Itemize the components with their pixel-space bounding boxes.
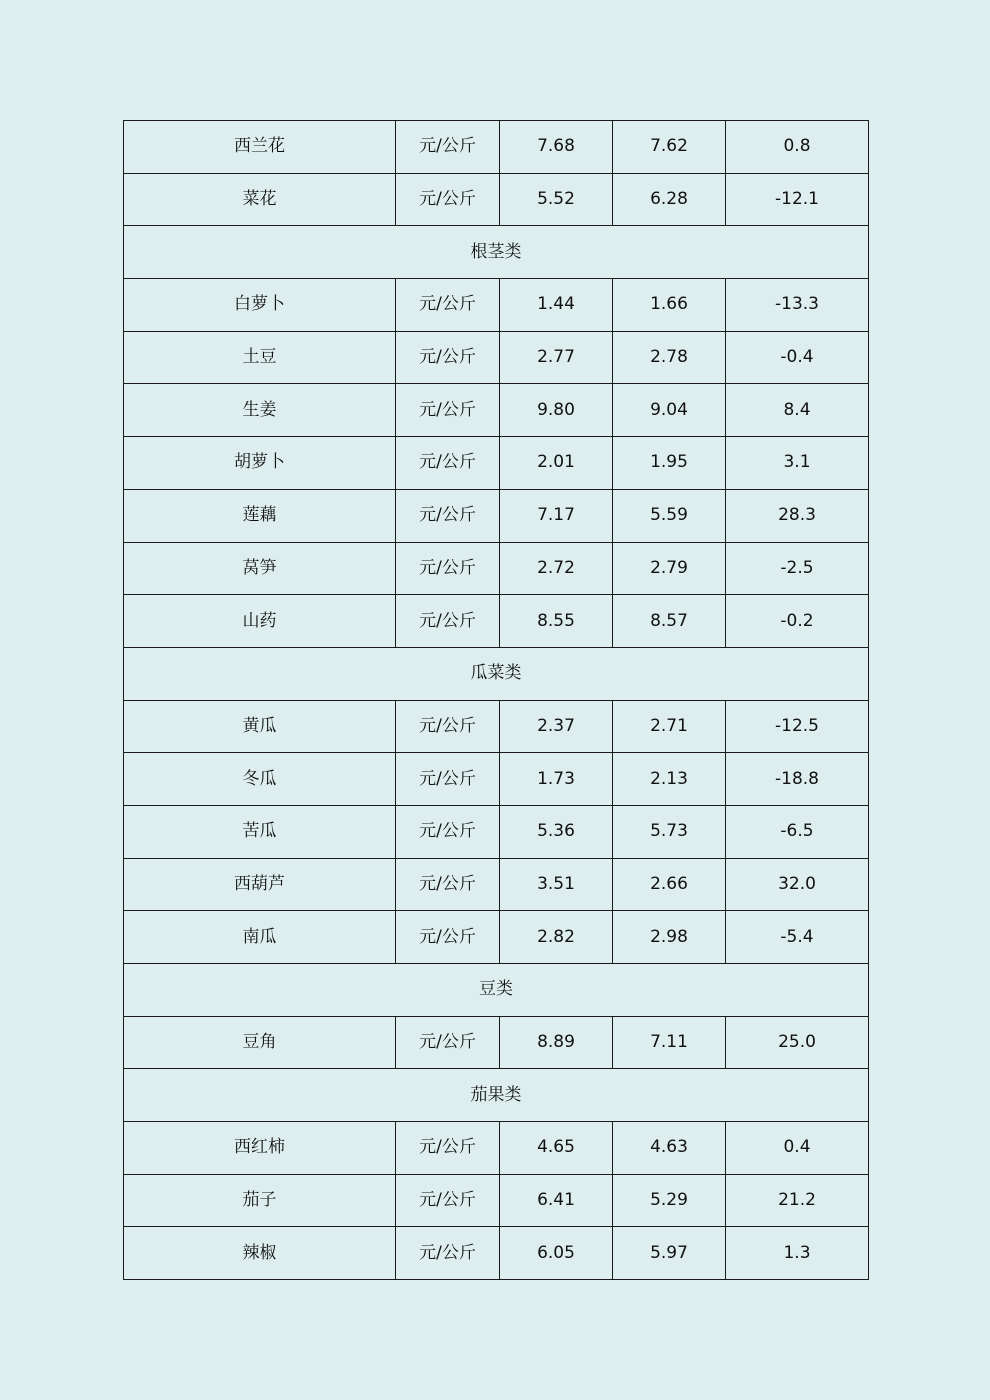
table-row xyxy=(124,437,869,490)
previous-price-cell: 2.66 xyxy=(613,858,726,911)
table-row xyxy=(124,1122,869,1175)
table-row xyxy=(124,173,869,226)
change-percent-cell: -13.3 xyxy=(726,279,869,332)
unit-cell: 元/公斤 xyxy=(396,384,500,437)
item-name-cell: 冬瓜 xyxy=(124,753,396,806)
table-row xyxy=(124,700,869,753)
category-label: 根茎类 xyxy=(124,226,869,279)
category-label: 瓜菜类 xyxy=(124,647,869,700)
table-row xyxy=(124,121,869,174)
item-name-cell: 菜花 xyxy=(124,173,396,226)
table-row xyxy=(124,805,869,858)
previous-price-cell: 2.78 xyxy=(613,331,726,384)
table-row xyxy=(124,489,869,542)
unit-cell: 元/公斤 xyxy=(396,1227,500,1280)
change-percent-cell: -12.1 xyxy=(726,173,869,226)
change-percent-cell: 0.8 xyxy=(726,121,869,174)
table-row xyxy=(124,542,869,595)
table-row xyxy=(124,858,869,911)
item-name-cell: 苦瓜 xyxy=(124,805,396,858)
unit-cell: 元/公斤 xyxy=(396,173,500,226)
unit-cell: 元/公斤 xyxy=(396,858,500,911)
change-percent-cell: 21.2 xyxy=(726,1174,869,1227)
previous-price-cell: 5.73 xyxy=(613,805,726,858)
table-row xyxy=(124,911,869,964)
table-row xyxy=(124,1174,869,1227)
category-label: 茄果类 xyxy=(124,1069,869,1122)
table-row xyxy=(124,384,869,437)
category-row xyxy=(124,647,869,700)
item-name-cell: 辣椒 xyxy=(124,1227,396,1280)
previous-price-cell: 7.62 xyxy=(613,121,726,174)
table-row xyxy=(124,753,869,806)
previous-price-cell: 5.29 xyxy=(613,1174,726,1227)
change-percent-cell: -12.5 xyxy=(726,700,869,753)
item-name-cell: 西红柿 xyxy=(124,1122,396,1175)
current-price-cell: 6.05 xyxy=(500,1227,613,1280)
current-price-cell: 1.44 xyxy=(500,279,613,332)
previous-price-cell: 6.28 xyxy=(613,173,726,226)
current-price-cell: 2.72 xyxy=(500,542,613,595)
change-percent-cell: -0.2 xyxy=(726,595,869,648)
item-name-cell: 黄瓜 xyxy=(124,700,396,753)
previous-price-cell: 2.79 xyxy=(613,542,726,595)
item-name-cell: 山药 xyxy=(124,595,396,648)
change-percent-cell: 0.4 xyxy=(726,1122,869,1175)
item-name-cell: 南瓜 xyxy=(124,911,396,964)
change-percent-cell: -2.5 xyxy=(726,542,869,595)
document-page xyxy=(123,120,868,1280)
current-price-cell: 5.52 xyxy=(500,173,613,226)
change-percent-cell: 25.0 xyxy=(726,1016,869,1069)
previous-price-cell: 2.13 xyxy=(613,753,726,806)
unit-cell: 元/公斤 xyxy=(396,489,500,542)
table-row xyxy=(124,331,869,384)
change-percent-cell: 3.1 xyxy=(726,437,869,490)
previous-price-cell: 1.95 xyxy=(613,437,726,490)
current-price-cell: 2.37 xyxy=(500,700,613,753)
unit-cell: 元/公斤 xyxy=(396,1174,500,1227)
item-name-cell: 豆角 xyxy=(124,1016,396,1069)
category-label: 豆类 xyxy=(124,964,869,1017)
item-name-cell: 土豆 xyxy=(124,331,396,384)
current-price-cell: 2.82 xyxy=(500,911,613,964)
item-name-cell: 莲藕 xyxy=(124,489,396,542)
change-percent-cell: 8.4 xyxy=(726,384,869,437)
current-price-cell: 8.55 xyxy=(500,595,613,648)
unit-cell: 元/公斤 xyxy=(396,753,500,806)
current-price-cell: 9.80 xyxy=(500,384,613,437)
previous-price-cell: 1.66 xyxy=(613,279,726,332)
unit-cell: 元/公斤 xyxy=(396,1016,500,1069)
table-row xyxy=(124,1016,869,1069)
previous-price-cell: 8.57 xyxy=(613,595,726,648)
item-name-cell: 胡萝卜 xyxy=(124,437,396,490)
change-percent-cell: 28.3 xyxy=(726,489,869,542)
change-percent-cell: -5.4 xyxy=(726,911,869,964)
change-percent-cell: -0.4 xyxy=(726,331,869,384)
previous-price-cell: 2.98 xyxy=(613,911,726,964)
unit-cell: 元/公斤 xyxy=(396,437,500,490)
vegetable-price-table xyxy=(123,120,869,1280)
change-percent-cell: 32.0 xyxy=(726,858,869,911)
unit-cell: 元/公斤 xyxy=(396,805,500,858)
current-price-cell: 2.01 xyxy=(500,437,613,490)
current-price-cell: 8.89 xyxy=(500,1016,613,1069)
unit-cell: 元/公斤 xyxy=(396,700,500,753)
current-price-cell: 4.65 xyxy=(500,1122,613,1175)
unit-cell: 元/公斤 xyxy=(396,542,500,595)
unit-cell: 元/公斤 xyxy=(396,331,500,384)
category-row xyxy=(124,964,869,1017)
current-price-cell: 2.77 xyxy=(500,331,613,384)
change-percent-cell: -6.5 xyxy=(726,805,869,858)
unit-cell: 元/公斤 xyxy=(396,1122,500,1175)
unit-cell: 元/公斤 xyxy=(396,911,500,964)
item-name-cell: 白萝卜 xyxy=(124,279,396,332)
item-name-cell: 茄子 xyxy=(124,1174,396,1227)
previous-price-cell: 5.59 xyxy=(613,489,726,542)
table-body xyxy=(124,121,869,1280)
previous-price-cell: 2.71 xyxy=(613,700,726,753)
previous-price-cell: 4.63 xyxy=(613,1122,726,1175)
category-row xyxy=(124,1069,869,1122)
change-percent-cell: 1.3 xyxy=(726,1227,869,1280)
unit-cell: 元/公斤 xyxy=(396,121,500,174)
item-name-cell: 莴笋 xyxy=(124,542,396,595)
current-price-cell: 1.73 xyxy=(500,753,613,806)
item-name-cell: 西兰花 xyxy=(124,121,396,174)
previous-price-cell: 7.11 xyxy=(613,1016,726,1069)
table-row xyxy=(124,595,869,648)
item-name-cell: 生姜 xyxy=(124,384,396,437)
current-price-cell: 7.68 xyxy=(500,121,613,174)
current-price-cell: 3.51 xyxy=(500,858,613,911)
previous-price-cell: 5.97 xyxy=(613,1227,726,1280)
unit-cell: 元/公斤 xyxy=(396,279,500,332)
item-name-cell: 西葫芦 xyxy=(124,858,396,911)
table-row xyxy=(124,279,869,332)
current-price-cell: 7.17 xyxy=(500,489,613,542)
previous-price-cell: 9.04 xyxy=(613,384,726,437)
unit-cell: 元/公斤 xyxy=(396,595,500,648)
table-row xyxy=(124,1227,869,1280)
current-price-cell: 6.41 xyxy=(500,1174,613,1227)
change-percent-cell: -18.8 xyxy=(726,753,869,806)
current-price-cell: 5.36 xyxy=(500,805,613,858)
category-row xyxy=(124,226,869,279)
